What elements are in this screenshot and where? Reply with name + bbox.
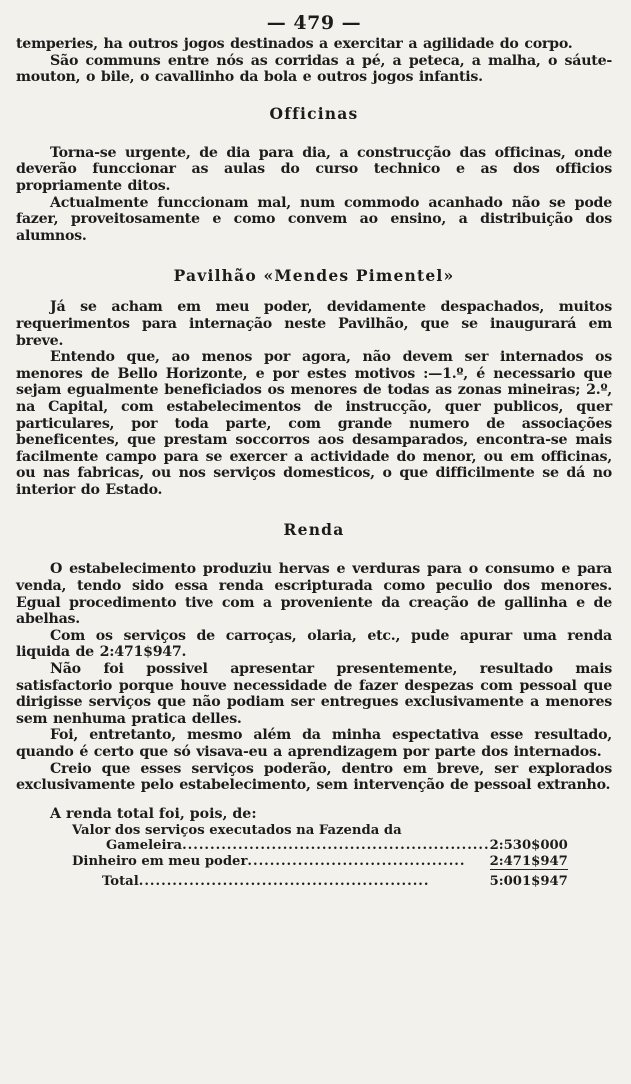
table-row xyxy=(72,823,568,854)
renda-paragraph-2: Com os serviços de carroças, olaria, etc., pude apurar uma renda liquida de 2:471$947. xyxy=(16,627,612,661)
renda-total-label: Total.................................................... xyxy=(102,874,430,890)
document-page xyxy=(16,10,612,890)
officinas-paragraph-1: Torna-se urgente, de dia para dia, a construcção das officinas, onde deverão funccionar as aulas do curso technico e as dos officios propriamente ditos. xyxy=(16,144,612,194)
table-row xyxy=(72,854,568,870)
pavilhao-paragraph-1: Já se acham em meu poder, devidamente despachados, muitos requerimentos para internação neste Pavilhão, que se inaugurará em breve. xyxy=(16,299,612,349)
section-heading-renda: Renda xyxy=(283,520,345,540)
renda-item-value: 2:471$947 xyxy=(489,853,568,869)
renda-total-intro: A renda total foi, pois, de: xyxy=(50,805,257,822)
intro-paragraph-1: temperies, ha outros jogos destinados a exercitar a agilidade do corpo. xyxy=(16,36,573,52)
renda-item-label: Valor dos serviços executados na Fazenda da Gameleira....................................................... xyxy=(72,822,490,854)
renda-item-value: 2:530$000 xyxy=(489,838,568,854)
officinas-paragraph-2: Actualmente funccionam mal, num commodo acanhado não se pode fazer, proveitosamente e como convem ao ensino, a distribuição dos alumnos. xyxy=(16,194,612,244)
intro-paragraph-2: São communs entre nós as corridas a pé, a peteca, a malha, o sáute-mouton, o bile, o cavallinho da bola e outros jogos infantis. xyxy=(16,52,612,86)
pavilhao-paragraph-2: Entendo que, ao menos por agora, não devem ser internados os menores de Bello Horizonte, e por estes motivos :—1.º, é necessario que sejam egualmente beneficiados os menores de todas as zonas mineiras; 2.º, na Capital, com estabelecimentos de instrucção, quer publicos, quer particulares, por toda parte, com grande numero de associações beneficentes, que prestam soccorros aos desamparados, encontra-se mais facilmente campo para se exercer a actividade do menor, ou em officinas, ou nas fabricas, ou nos serviços domesticos, o que difficilmente se dá no interior do Estado. xyxy=(16,349,612,498)
table-row-total xyxy=(72,870,568,890)
renda-total-value: 5:001$947 xyxy=(490,870,568,890)
page-number: — 479 — xyxy=(266,12,362,34)
section-heading-officinas: Officinas xyxy=(269,103,359,123)
renda-paragraph-3: Não foi possivel apresentar presentemente, resultado mais satisfactorio porque houve necessidade de fazer despezas com pessoal que dirigisse serviços que não podiam ser entregues exclusivamente a menores sem nenhuma pratica delles. xyxy=(16,661,612,727)
renda-item-label: Dinheiro em meu poder....................................... xyxy=(72,854,466,870)
renda-paragraph-1: O estabelecimento produziu hervas e verduras para o consumo e para venda, tendo sido essa renda escripturada como peculio dos menores. Egual procedimento tive com a proveniente da creação de gallinha e de abelhas. xyxy=(16,561,612,628)
section-heading-pavilhao: Pavilhão «Mendes Pimentel» xyxy=(173,266,455,286)
renda-paragraph-5: Creio que esses serviços poderão, dentro em breve, ser explorados exclusivamente pelo estabelecimento, sem intervenção de pessoal extranho. xyxy=(16,760,612,794)
renda-paragraph-4: Foi, entretanto, mesmo além da minha espectativa esse resultado, quando é certo que só visava-eu a aprendizagem por parte dos internados. xyxy=(16,727,612,760)
renda-table xyxy=(72,823,568,890)
